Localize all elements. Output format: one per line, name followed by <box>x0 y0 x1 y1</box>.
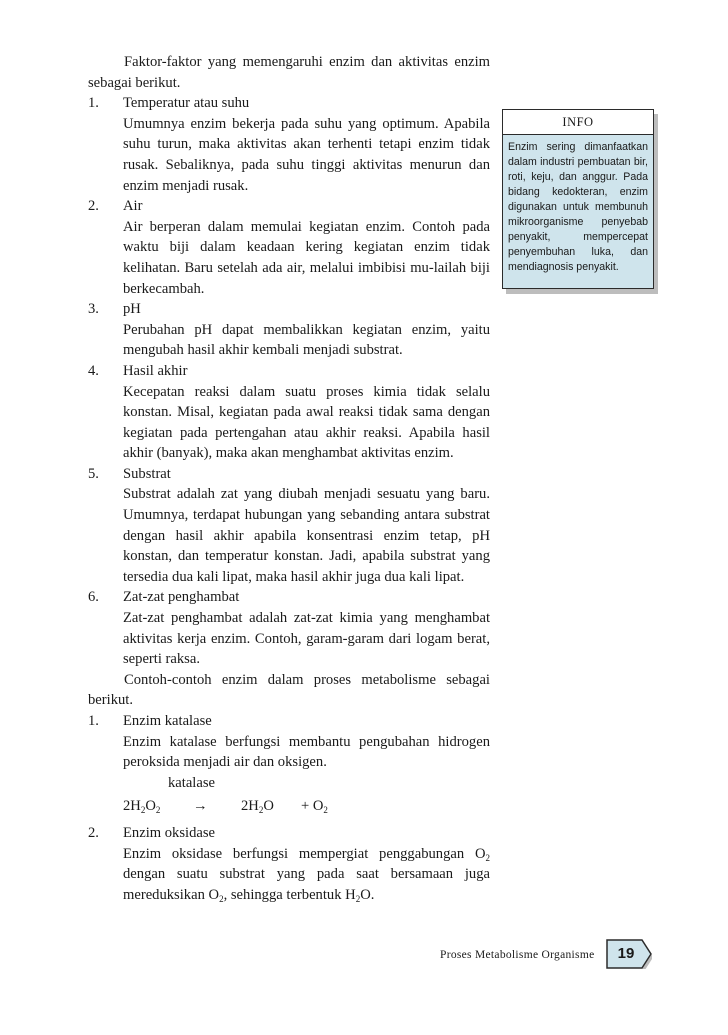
page-number-badge <box>606 939 652 969</box>
factor-item <box>88 93 490 196</box>
factor-list <box>88 93 490 670</box>
example-oksidase <box>88 823 490 905</box>
example-number: 1. <box>88 713 99 729</box>
example-number: 2. <box>88 824 99 841</box>
example-title: Enzim oksidase <box>123 824 216 841</box>
factors-intro: Faktor-faktor yang memengaruhi enzim dan aktivitas enzim sebagai berikut. <box>88 54 490 91</box>
factor-title: Hasil akhir <box>123 362 188 379</box>
factor-body: Umumnya enzim bekerja pada suhu yang optimum. Apabila suhu turun, maka aktivitas akan terhenti tetapi enzim tidak rusak. Sebaliknya, pada suhu tinggi aktivitas menurun dan enzim menjadi rusak. <box>123 115 490 194</box>
example-katalase <box>88 711 490 817</box>
info-box-text: Enzim sering dimanfaatkan dalam industri pembuatan bir, roti, keju, dan anggur. Pada bidang kedokteran, enzim digunakan untuk membunuh mikroorganisme penyebab penyakit, mempercepat penyembuhan luka, dan mendiagnosis penyakit. <box>508 141 648 273</box>
example-body: Enzim oksidase berfungsi mempergiat penggabungan $O_2$ dengan suatu substrat yang pada saat bersamaan juga mereduksikan $O_2$, sehingga terbentuk $H_2O$. <box>123 845 490 904</box>
factor-body: Air berperan dalam memulai kegiatan enzim. Contoh pada waktu biji dalam keadaan kering kegiatan enzim tidak kelihatan. Baru setelah ada air, melalui imbibisi mu-lailah biji berkecambah. <box>123 218 490 297</box>
reaction-enzyme-label: katalase <box>168 774 215 791</box>
factor-item <box>88 587 490 669</box>
running-footer: Proses Metabolisme Organisme <box>440 949 595 961</box>
examples-intro: Contoh-contoh enzim dalam proses metabolisme sebagai berikut. <box>88 671 490 709</box>
example-body: Enzim katalase berfungsi membantu pengubahan hidrogen peroksida menjadi air dan oksigen. <box>123 733 490 771</box>
reactant: $2H_2O_2$ <box>123 798 161 816</box>
product-oxygen: + $O_2$ <box>301 798 328 816</box>
factor-item <box>88 464 490 588</box>
info-box <box>502 109 654 289</box>
product-water: $2H_2O$ <box>241 798 274 816</box>
page-number: 19 <box>617 945 635 962</box>
factor-number: 2. <box>88 198 99 215</box>
info-box-title: INFO <box>503 110 653 135</box>
factor-number: 6. <box>88 589 99 606</box>
factor-title: Substrat <box>123 465 171 482</box>
factor-body: Perubahan pH dapat membalikkan kegiatan enzim, yaitu mengubah hasil akhir kembali menjadi substrat. <box>123 321 490 359</box>
example-title: Enzim katalase <box>123 713 212 729</box>
factor-body: Substrat adalah zat yang diubah menjadi sesuatu yang baru. Umumnya, terdapat hubungan yang sebanding antara substrat dengan hasil akhir apabila konsentrasi enzim tetap, pH konstan, dan temperatur konstan. Jadi, apabila substrat yang tersedia dua kali lipat, maka hasil akhir juga dua kali lipat. <box>123 486 490 585</box>
factor-title: Zat-zat penghambat <box>123 589 240 606</box>
factor-item <box>88 361 490 464</box>
reaction-equation <box>123 796 490 817</box>
main-text-column <box>88 52 490 905</box>
factor-number: 3. <box>88 301 99 318</box>
factor-item <box>88 299 490 361</box>
factor-title: pH <box>123 301 141 318</box>
factor-body: Zat-zat penghambat adalah zat-zat kimia yang menghambat aktivitas kerja enzim. Contoh, garam-garam dari logam berat, seperti raksa. <box>123 610 490 668</box>
factor-item <box>88 196 490 299</box>
reaction-arrow-icon: → <box>193 798 208 815</box>
factor-number: 1. <box>88 95 99 112</box>
factor-title: Temperatur atau suhu <box>123 95 250 112</box>
factor-title: Air <box>123 198 143 215</box>
factor-body: Kecepatan reaksi dalam suatu proses kimia tidak selalu konstan. Misal, kegiatan pada awal reaksi tidak sama dengan kegiatan pada pertengahan atau akhir reaksi. Apabila hasil akhir (banyak), maka akan menghambat aktivitas enzim. <box>123 383 490 462</box>
factor-number: 4. <box>88 362 99 379</box>
factor-number: 5. <box>88 465 99 482</box>
